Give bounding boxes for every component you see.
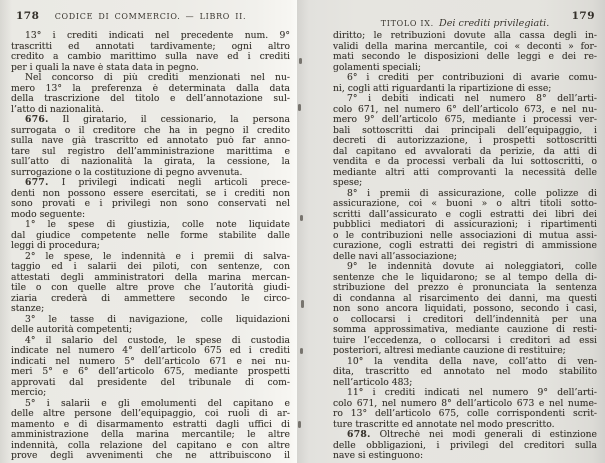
text-line: dal giudice competente nelle forme stabilite dalle xyxy=(11,230,290,241)
text-line: tare sul registro dell’amministrazione marittima e xyxy=(11,146,290,157)
text-line: attestati degli amministratori della marina mercan- xyxy=(11,272,290,283)
text-line: spese; xyxy=(333,178,363,188)
right-page-text-column xyxy=(333,31,597,462)
text-line: delle navi all’associazione; xyxy=(333,251,458,262)
text-line: l’atto di nazionalità. xyxy=(11,104,104,115)
text-line: modo seguente: xyxy=(11,209,86,220)
text-line: sull’atto di nazionalità la girata, la cessione, la xyxy=(11,157,290,167)
text-line: 676. Il giratario, il cessionario, la persona xyxy=(25,115,290,125)
right-running-title-caps: TITOLO IX. xyxy=(380,18,434,28)
text-line: 10° la vendita della nave, coll’atto di ven- xyxy=(347,356,597,367)
text-line: mediante altri atti comprovanti la necessità delle xyxy=(333,167,597,178)
text-line: credito a cambio marittimo sulla nave ed i crediti xyxy=(11,52,290,62)
text-line: 8° i premii di assicurazione, colle polizze di xyxy=(347,188,597,199)
text-line: colo 671, nel numero 8° dell’articolo 673 e nel nume- xyxy=(333,398,597,409)
text-line: stanze; xyxy=(11,304,45,314)
binding-mark xyxy=(300,348,303,354)
text-line: delle autorità competenti; xyxy=(11,325,133,335)
text-line: o collocarsi i creditori dell’indennità per una xyxy=(333,314,597,325)
text-line: pubblici mediatori di assicurazioni; i ripartimenti xyxy=(333,220,597,230)
text-line: 677. I privilegi indicati negli articoli prece- xyxy=(25,178,290,188)
text-line: denti non possono essere esercitati, se i crediti non xyxy=(11,188,290,199)
text-line: approvati dal presidente del tribunale di com- xyxy=(11,377,290,388)
right-page-number: 179 xyxy=(571,10,595,22)
text-line: diritto; le retribuzioni dovute alla cassa degli in- xyxy=(333,31,597,41)
text-line: sulla nave già trascritto ed annotato può far anno- xyxy=(11,136,290,146)
text-line: mercio; xyxy=(11,388,47,398)
text-line: tile o con quelle altre prove che l’autorità giudi- xyxy=(11,283,290,293)
text-line: mati secondo le disposizioni delle leggi e dei re- xyxy=(333,52,597,62)
text-line: bali sottoscritti dai principali dell’equipaggio, i xyxy=(333,125,597,136)
text-line: ziaria crederà di ammettere secondo le circo- xyxy=(11,293,290,304)
text-line: indicati nel numero 5° dell’articolo 671 e nei nu- xyxy=(11,356,290,367)
binding-mark xyxy=(300,215,303,221)
text-line: tuire l’eccedenza, o collocarsi i creditori ad essi xyxy=(333,335,597,346)
text-line: dal capitano ed avvalorati da perizie, da atti di xyxy=(333,146,597,157)
text-line: colo 671, nel numero 6° dell’articolo 673, e nel nu- xyxy=(333,104,597,115)
text-line: 13° i crediti indicati nel precedente num. 9° xyxy=(25,31,290,41)
text-line: mamento e di disarmamento estratti dagli uffici di xyxy=(11,419,290,430)
text-line: indicate nel numero 4° dell’articolo 675 ed i crediti xyxy=(11,346,290,356)
text-line: surrogata o il creditore che ha in pegno il credito xyxy=(11,125,290,136)
text-line: mero 9° dell’articolo 675, mediante i processi ver- xyxy=(333,115,597,125)
text-line: di condanna al risarcimento dei danni, ma questi xyxy=(333,293,597,304)
text-line: leggi di procedura; xyxy=(11,241,100,251)
text-line: 3° le tasse di navigazione, colle liquidazioni xyxy=(25,314,290,325)
right-running-title xyxy=(333,10,597,30)
text-line: stribuzione del prezzo è pronunciata la sentenza xyxy=(333,283,597,293)
text-line: surrogazione o la costituzione di pegno avvenuta. xyxy=(11,167,243,178)
left-page-number: 178 xyxy=(16,10,40,22)
text-line: sentenze che le liquidarono; se al tempo della di- xyxy=(333,272,597,283)
text-line: delle obbligazioni, i privilegi del creditori sulla xyxy=(333,440,597,451)
text-line: assicurazione, coi « buoni » o altri titoli sotto- xyxy=(333,199,597,209)
text-line: dita, trascritto ed annotato nel modo stabilito xyxy=(333,367,597,377)
text-line: posteriori, altresì mediante cauzione di restituire; xyxy=(333,346,566,356)
text-line: 7° i debiti indicati nel numero 8° dell’arti- xyxy=(347,94,597,104)
text-line: curazione, cogli estratti dei registri di ammissione xyxy=(333,241,597,251)
text-line: per i quali la nave è stata data in pegno. xyxy=(11,62,199,73)
text-line: taggio ed i salarii dei piloti, con sentenze, con xyxy=(11,262,290,272)
text-line: 4° il salario del custode, le spese di custodia xyxy=(25,335,290,346)
text-line: trascritti ed annotati tardivamente; ogni altro xyxy=(11,41,290,52)
text-line: prove degli avvenimenti che ne attribuiscono il xyxy=(11,451,290,461)
text-line: indennità, colla relazione del capitano e con altre xyxy=(11,440,290,451)
text-line: scritti dall’assicurato e cogli estratti dei libri dei xyxy=(333,209,597,220)
text-line: sono provati e i privilegi non sono conservati nel xyxy=(11,199,290,209)
text-line: nell’articolo 483; xyxy=(333,377,413,388)
text-line: 9° le indennità dovute ai noleggiatori, colle xyxy=(347,262,597,272)
text-line: 11° i crediti indicati nel numero 9° dell’arti- xyxy=(347,388,597,398)
text-line: vendita e da processi verbali da lui sottoscritti, o xyxy=(333,157,597,167)
text-line: meri 5° e 6° dell’articolo 675, mediante prospetti xyxy=(11,367,290,377)
text-line: nave si estinguono: xyxy=(333,451,424,461)
binding-mark xyxy=(298,421,301,428)
binding-mark xyxy=(301,300,304,308)
left-page-text-column xyxy=(11,31,290,462)
text-line: non sono ancora liquidati, possono, secondo i casi, xyxy=(333,304,597,314)
text-line: Nel concorso di più crediti menzionati nel nu- xyxy=(25,73,290,83)
text-line: delle altre persone dell’equipaggio, coi ruoli di ar- xyxy=(11,409,290,419)
text-line: ro 13° dell’articolo 675, colle corrispondenti scrit- xyxy=(333,409,597,419)
text-line: decreti di autorizzazione, i prospetti sottoscritti xyxy=(333,136,597,146)
text-line: 6° i crediti per contribuzioni di avarìe comu- xyxy=(347,73,597,83)
text-line: ture trascritte ed annotate nel modo prescritto. xyxy=(333,419,555,430)
text-line: ni, cogli atti riguardanti la ripartizione di esse; xyxy=(333,83,552,94)
text-line: amministrazione della marina mercantile; le altre xyxy=(11,430,290,440)
text-line: 5° i salarii e gli emolumenti del capitano e xyxy=(25,398,290,409)
article-number: 676. xyxy=(25,115,49,125)
text-line: 1° le spese di giustizia, colle note liquidate xyxy=(25,220,290,230)
right-running-title-italic: Dei crediti privilegiati. xyxy=(439,17,550,29)
binding-mark xyxy=(298,104,301,111)
binding-mark xyxy=(299,58,302,64)
left-running-title: CODICE DI COMMERCIO. — LIBRO II. xyxy=(54,11,247,21)
text-line: somma approssimativa, mediante cauzione di resti- xyxy=(333,325,597,335)
text-line: validi della marina mercantile, coi « deconti » for- xyxy=(333,41,597,52)
text-line: o le contribuzioni nelle associazioni di mutua assi- xyxy=(333,230,597,241)
article-number: 677. xyxy=(25,178,49,188)
left-page xyxy=(0,0,297,463)
text-line: 2° le spese, le indennità e i premii di salva- xyxy=(25,251,290,262)
right-page-header xyxy=(333,10,597,29)
text-line: della trascrizione del titolo e dell’annotazione sul- xyxy=(11,94,290,104)
right-page xyxy=(297,0,605,463)
text-line: golamenti speciali; xyxy=(333,62,422,73)
article-number: 678. xyxy=(347,430,371,440)
left-page-header xyxy=(11,10,290,23)
text-line: 678. Oltrechè nei modi generali di estinzione xyxy=(347,430,597,440)
text-line: mero 13° la preferenza è determinata dalla data xyxy=(11,83,290,94)
